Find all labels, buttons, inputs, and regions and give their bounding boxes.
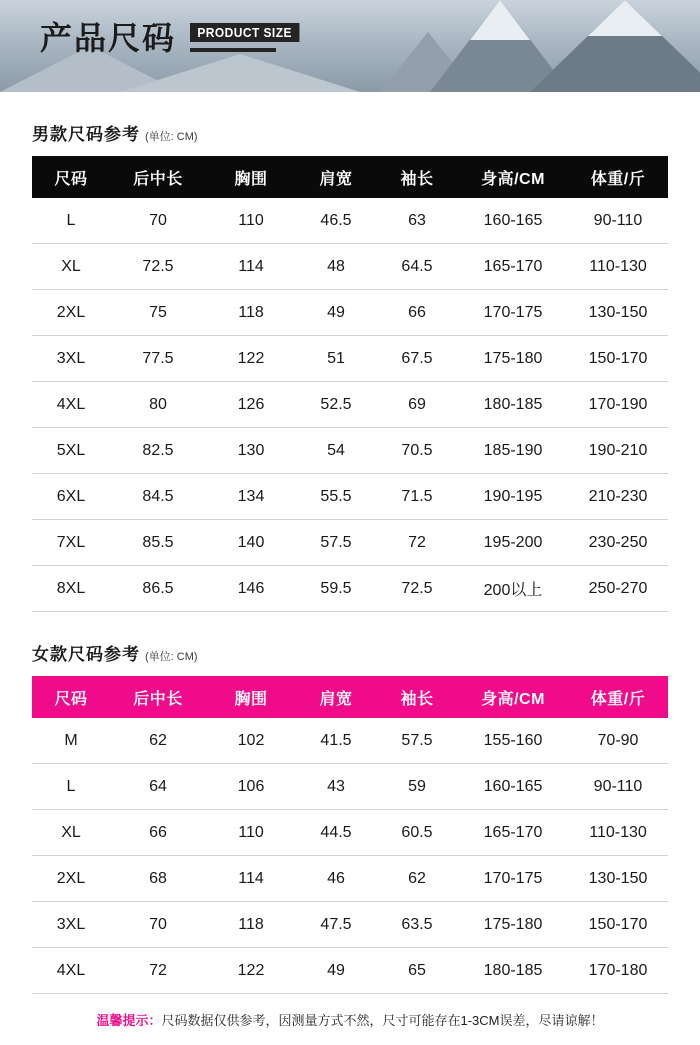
table-cell: 69 — [376, 382, 458, 428]
women-size-table — [32, 676, 668, 994]
banner-title-en: PRODUCT SIZE — [190, 23, 299, 42]
table-cell: 110 — [206, 810, 296, 856]
table-cell: 110-130 — [568, 244, 668, 290]
table-cell: 250-270 — [568, 566, 668, 612]
table-cell: 70 — [110, 198, 206, 244]
table-cell: 82.5 — [110, 428, 206, 474]
men-col-header: 体重/斤 — [590, 170, 646, 188]
men-col-header: 胸围 — [234, 170, 268, 188]
table-cell: 126 — [206, 382, 296, 428]
table-row — [32, 382, 668, 428]
table-cell: 64 — [110, 764, 206, 810]
table-cell: 130-150 — [568, 856, 668, 902]
table-cell: 175-180 — [458, 902, 568, 948]
table-cell: 165-170 — [458, 810, 568, 856]
table-cell: 62 — [376, 856, 458, 902]
table-row — [32, 718, 668, 764]
table-cell: 146 — [206, 566, 296, 612]
women-col-header: 肩宽 — [319, 690, 353, 708]
women-section-unit: (单位: CM) — [145, 651, 198, 663]
table-cell: 195-200 — [458, 520, 568, 566]
table-cell: 77.5 — [110, 336, 206, 382]
table-cell: 5XL — [32, 428, 110, 474]
men-col-header: 后中长 — [133, 170, 183, 188]
table-cell: 63.5 — [376, 902, 458, 948]
women-section-title-text: 女款尺码参考 — [32, 645, 140, 664]
table-cell: 140 — [206, 520, 296, 566]
table-row — [32, 764, 668, 810]
table-cell: 66 — [376, 290, 458, 336]
table-cell: 44.5 — [296, 810, 376, 856]
women-table-header-row — [32, 676, 668, 718]
table-row — [32, 474, 668, 520]
table-cell: 41.5 — [296, 718, 376, 764]
table-cell: 170-175 — [458, 290, 568, 336]
table-cell: 6XL — [32, 474, 110, 520]
men-table-header-row — [32, 156, 668, 198]
table-cell: 49 — [296, 948, 376, 994]
men-col-header: 尺码 — [54, 170, 88, 188]
table-cell: 47.5 — [296, 902, 376, 948]
tip-text: 尺码数据仅供参考，因测量方式不然，尺寸可能存在1-3CM误差，尽请谅解！ — [161, 1013, 604, 1028]
table-cell: 110-130 — [568, 810, 668, 856]
table-cell: 4XL — [32, 382, 110, 428]
table-cell: 49 — [296, 290, 376, 336]
tip-label: 温馨提示： — [96, 1013, 162, 1028]
men-col-header: 肩宽 — [319, 170, 353, 188]
table-cell: 102 — [206, 718, 296, 764]
table-cell: M — [32, 718, 110, 764]
snowcap-icon-right — [470, 0, 530, 40]
table-cell: 170-190 — [568, 382, 668, 428]
table-cell: 170-180 — [568, 948, 668, 994]
table-cell: 230-250 — [568, 520, 668, 566]
table-row — [32, 856, 668, 902]
men-col-header: 袖长 — [400, 170, 434, 188]
table-row — [32, 290, 668, 336]
table-cell: 134 — [206, 474, 296, 520]
tip-note — [32, 1012, 668, 1030]
table-cell: 57.5 — [296, 520, 376, 566]
table-cell: 175-180 — [458, 336, 568, 382]
table-cell: XL — [32, 244, 110, 290]
table-cell: 70-90 — [568, 718, 668, 764]
table-cell: 150-170 — [568, 336, 668, 382]
table-cell: 130-150 — [568, 290, 668, 336]
table-cell: 70 — [110, 902, 206, 948]
table-cell: 165-170 — [458, 244, 568, 290]
table-cell: 64.5 — [376, 244, 458, 290]
table-cell: 54 — [296, 428, 376, 474]
table-cell: 80 — [110, 382, 206, 428]
table-cell: 84.5 — [110, 474, 206, 520]
table-cell: 160-165 — [458, 764, 568, 810]
table-cell: 210-230 — [568, 474, 668, 520]
page-banner — [0, 0, 700, 92]
page-content — [0, 120, 700, 1030]
table-cell: 118 — [206, 902, 296, 948]
table-cell: 52.5 — [296, 382, 376, 428]
table-cell: 60.5 — [376, 810, 458, 856]
table-cell: 8XL — [32, 566, 110, 612]
table-cell: 160-165 — [458, 198, 568, 244]
table-cell: 3XL — [32, 902, 110, 948]
table-cell: 48 — [296, 244, 376, 290]
table-cell: 114 — [206, 244, 296, 290]
women-col-header: 胸围 — [234, 690, 268, 708]
table-row — [32, 902, 668, 948]
table-cell: 190-210 — [568, 428, 668, 474]
table-cell: 85.5 — [110, 520, 206, 566]
women-col-header: 身高/CM — [481, 690, 545, 708]
table-cell: 63 — [376, 198, 458, 244]
table-row — [32, 948, 668, 994]
women-col-header: 尺码 — [54, 690, 88, 708]
table-row — [32, 244, 668, 290]
table-cell: 70.5 — [376, 428, 458, 474]
table-cell: 110 — [206, 198, 296, 244]
table-cell: 180-185 — [458, 948, 568, 994]
table-cell: 75 — [110, 290, 206, 336]
table-cell: 190-195 — [458, 474, 568, 520]
table-row — [32, 566, 668, 612]
table-cell: 59.5 — [296, 566, 376, 612]
table-cell: 118 — [206, 290, 296, 336]
mountain-shape-midleft — [120, 54, 360, 92]
table-cell: 59 — [376, 764, 458, 810]
table-cell: 72.5 — [376, 566, 458, 612]
table-cell: 7XL — [32, 520, 110, 566]
table-cell: 57.5 — [376, 718, 458, 764]
table-row — [32, 198, 668, 244]
table-cell: 180-185 — [458, 382, 568, 428]
table-cell: 86.5 — [110, 566, 206, 612]
men-size-table — [32, 156, 668, 612]
table-cell: 46.5 — [296, 198, 376, 244]
women-section-title — [32, 640, 668, 665]
table-cell: 185-190 — [458, 428, 568, 474]
table-cell: 62 — [110, 718, 206, 764]
table-cell: 71.5 — [376, 474, 458, 520]
table-cell: 106 — [206, 764, 296, 810]
women-col-header: 体重/斤 — [590, 690, 646, 708]
table-cell: 155-160 — [458, 718, 568, 764]
table-cell: 122 — [206, 948, 296, 994]
women-col-header: 后中长 — [133, 690, 183, 708]
men-col-header: 身高/CM — [481, 170, 545, 188]
table-cell: 67.5 — [376, 336, 458, 382]
table-cell: 150-170 — [568, 902, 668, 948]
banner-title-group — [40, 22, 309, 54]
table-cell: 130 — [206, 428, 296, 474]
table-row — [32, 336, 668, 382]
table-row — [32, 428, 668, 474]
table-cell: 114 — [206, 856, 296, 902]
table-cell: 72.5 — [110, 244, 206, 290]
table-cell: 3XL — [32, 336, 110, 382]
table-cell: 2XL — [32, 290, 110, 336]
women-col-header: 袖长 — [400, 690, 434, 708]
table-cell: 51 — [296, 336, 376, 382]
table-cell: XL — [32, 810, 110, 856]
table-cell: 72 — [110, 948, 206, 994]
table-cell: 4XL — [32, 948, 110, 994]
banner-subtitle-group — [190, 23, 309, 54]
table-row — [32, 810, 668, 856]
table-cell: 170-175 — [458, 856, 568, 902]
banner-title-cn: 产品尺码 — [40, 20, 177, 56]
table-row — [32, 520, 668, 566]
table-cell: 46 — [296, 856, 376, 902]
table-cell: 55.5 — [296, 474, 376, 520]
snowcap-icon-farright — [588, 0, 662, 36]
table-cell: 68 — [110, 856, 206, 902]
table-cell: L — [32, 198, 110, 244]
table-cell: 65 — [376, 948, 458, 994]
table-cell: 66 — [110, 810, 206, 856]
men-section-title-text: 男款尺码参考 — [32, 125, 140, 144]
table-cell: 72 — [376, 520, 458, 566]
table-cell: 122 — [206, 336, 296, 382]
table-cell: L — [32, 764, 110, 810]
table-cell: 90-110 — [568, 198, 668, 244]
table-cell: 2XL — [32, 856, 110, 902]
table-cell: 200以上 — [458, 566, 568, 612]
banner-underline — [190, 48, 276, 52]
table-cell: 43 — [296, 764, 376, 810]
table-cell: 90-110 — [568, 764, 668, 810]
men-section-title — [32, 120, 668, 145]
men-section-unit: (单位: CM) — [145, 131, 198, 143]
